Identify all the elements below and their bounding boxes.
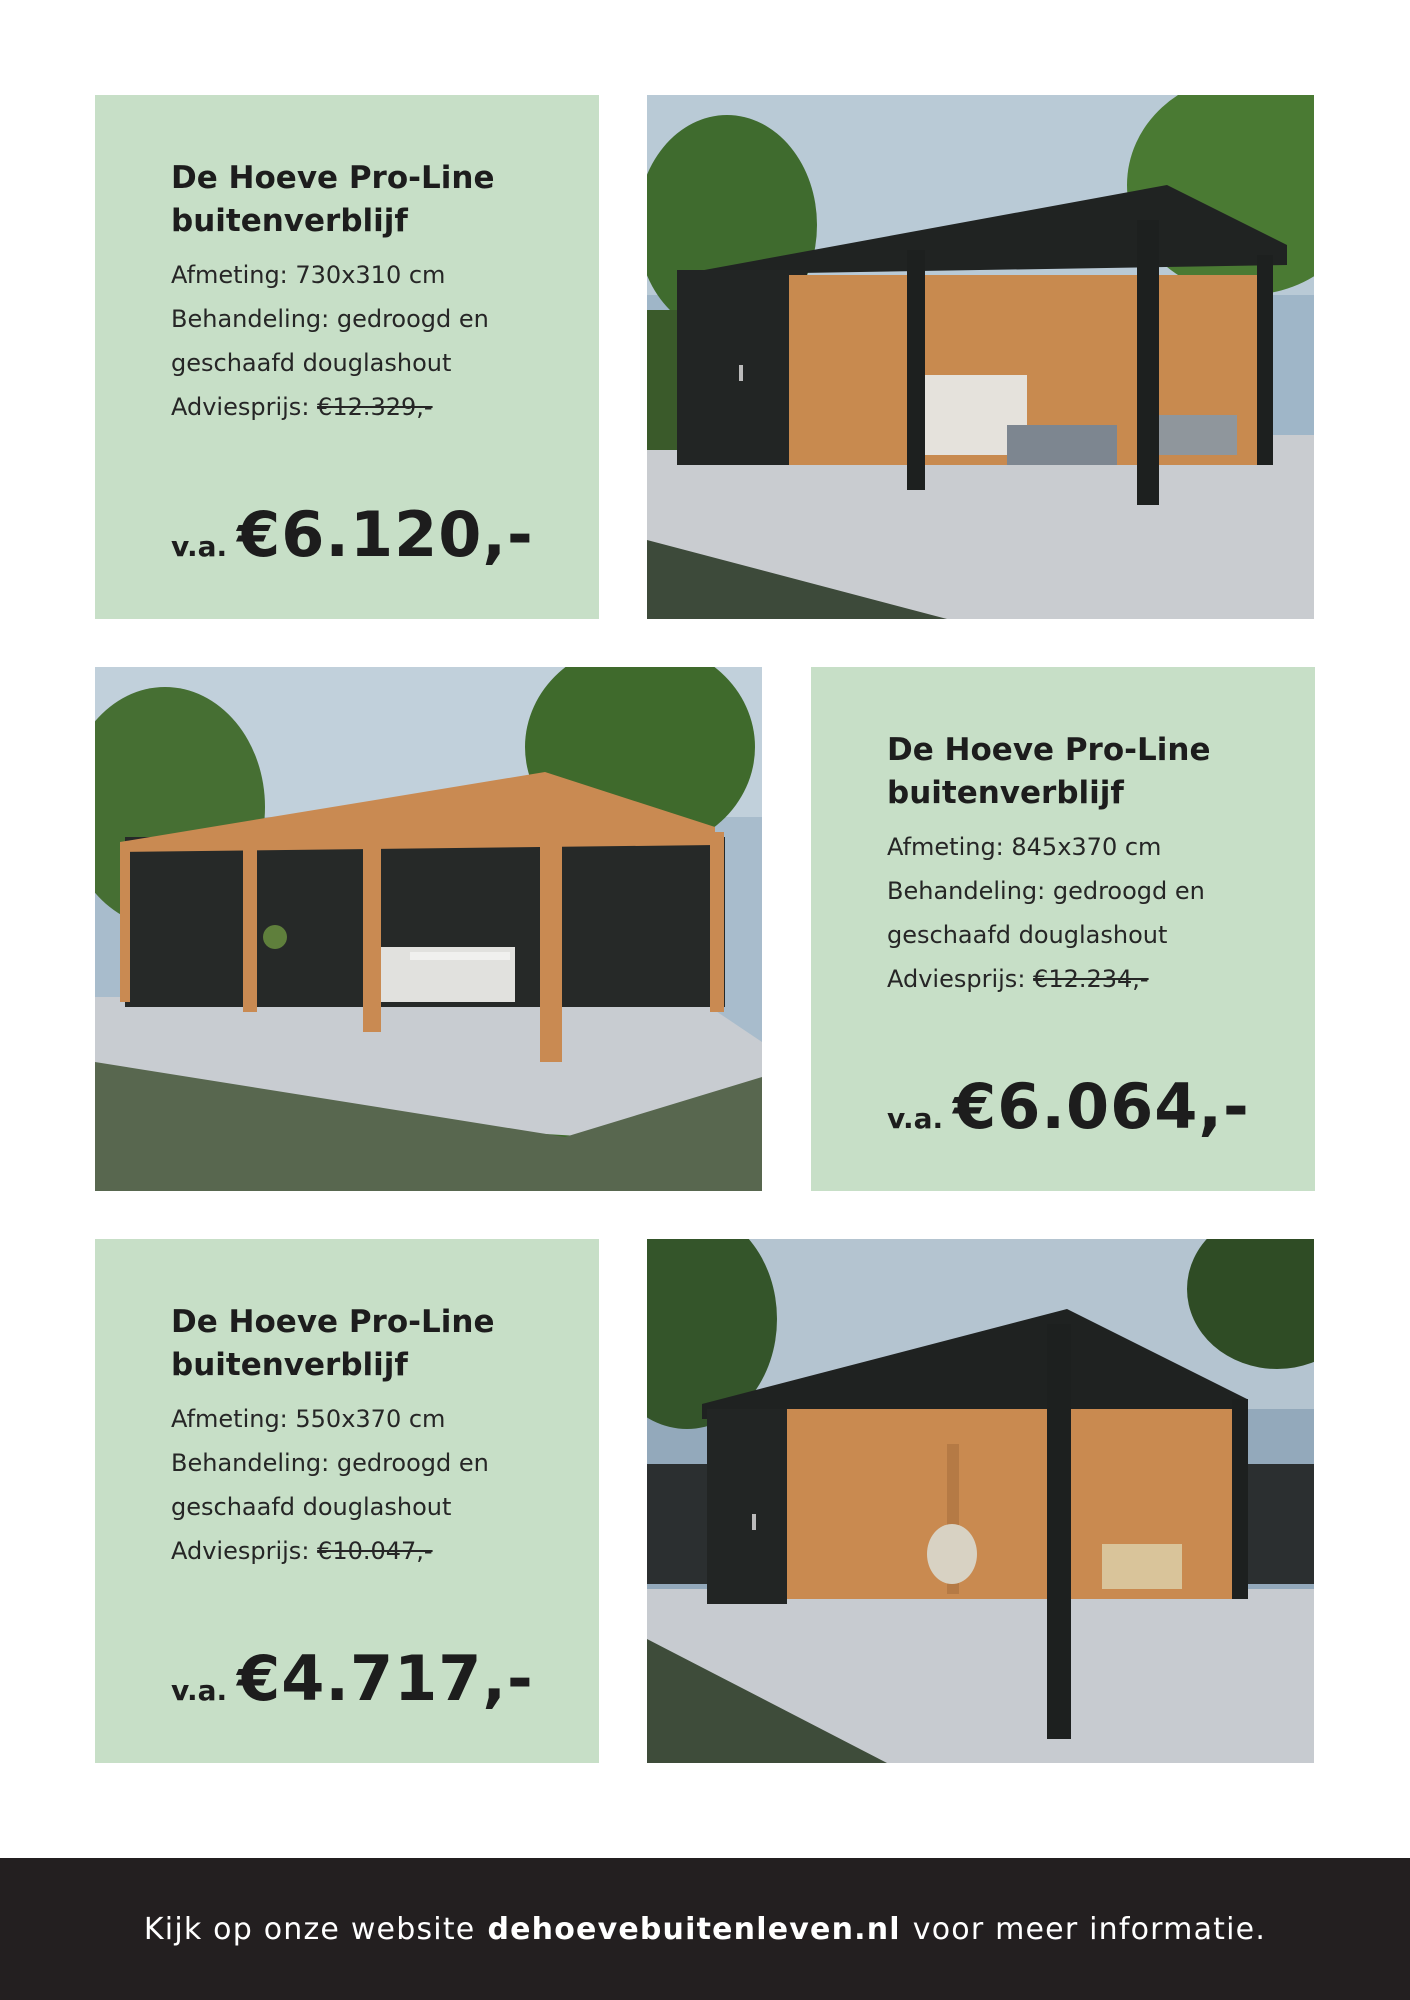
advice-price-row	[171, 1529, 599, 1573]
advice-price: €12.329,-	[317, 393, 433, 421]
footer-banner	[0, 1858, 1410, 2000]
product-treatment-1: Behandeling: gedroogd en	[887, 877, 1205, 905]
price-row	[171, 498, 534, 571]
advice-price-row	[171, 385, 599, 429]
advice-price: €12.234,-	[1033, 965, 1149, 993]
product-card-1	[95, 95, 599, 619]
product-treatment-1: Behandeling: gedroogd en	[171, 1449, 489, 1477]
product-treatment-2: geschaafd douglashout	[171, 1493, 452, 1521]
product-size: Afmeting: 730x310 cm	[171, 261, 446, 289]
product-treatment-2: geschaafd douglashout	[887, 921, 1168, 949]
product-photo-3	[647, 1239, 1314, 1763]
advice-label: Adviesprijs:	[887, 965, 1026, 993]
advice-price: €10.047,-	[317, 1537, 433, 1565]
product-photo-2	[95, 667, 762, 1191]
product-photo-1	[647, 95, 1314, 619]
title-line-2: buitenverblijf	[887, 775, 1124, 811]
price-row	[171, 1642, 534, 1715]
price-row	[887, 1070, 1250, 1143]
footer-suffix: voor meer informatie.	[912, 1911, 1267, 1947]
product-size: Afmeting: 845x370 cm	[887, 833, 1162, 861]
product-card-2	[811, 667, 1315, 1191]
from-label: v.a.	[887, 1102, 944, 1135]
product-size: Afmeting: 550x370 cm	[171, 1405, 446, 1433]
advice-label: Adviesprijs:	[171, 1537, 310, 1565]
from-label: v.a.	[171, 530, 228, 563]
sale-price: €6.064,-	[953, 1070, 1250, 1143]
product-title	[171, 157, 599, 243]
advice-label: Adviesprijs:	[171, 393, 310, 421]
sale-price: €4.717,-	[237, 1642, 534, 1715]
product-treatment-2: geschaafd douglashout	[171, 349, 452, 377]
title-line-1: De Hoeve Pro-Line	[887, 732, 1211, 768]
title-line-1: De Hoeve Pro-Line	[171, 1304, 495, 1340]
product-title	[887, 729, 1315, 815]
title-line-2: buitenverblijf	[171, 1347, 408, 1383]
from-label: v.a.	[171, 1674, 228, 1707]
product-treatment-1: Behandeling: gedroogd en	[171, 305, 489, 333]
title-line-1: De Hoeve Pro-Line	[171, 160, 495, 196]
product-title	[171, 1301, 599, 1387]
sale-price: €6.120,-	[237, 498, 534, 571]
website-link[interactable]: dehoevebuitenleven.nl	[487, 1911, 901, 1947]
footer-prefix: Kijk op onze website	[143, 1911, 476, 1947]
advice-price-row	[887, 957, 1315, 1001]
title-line-2: buitenverblijf	[171, 203, 408, 239]
product-card-3	[95, 1239, 599, 1763]
